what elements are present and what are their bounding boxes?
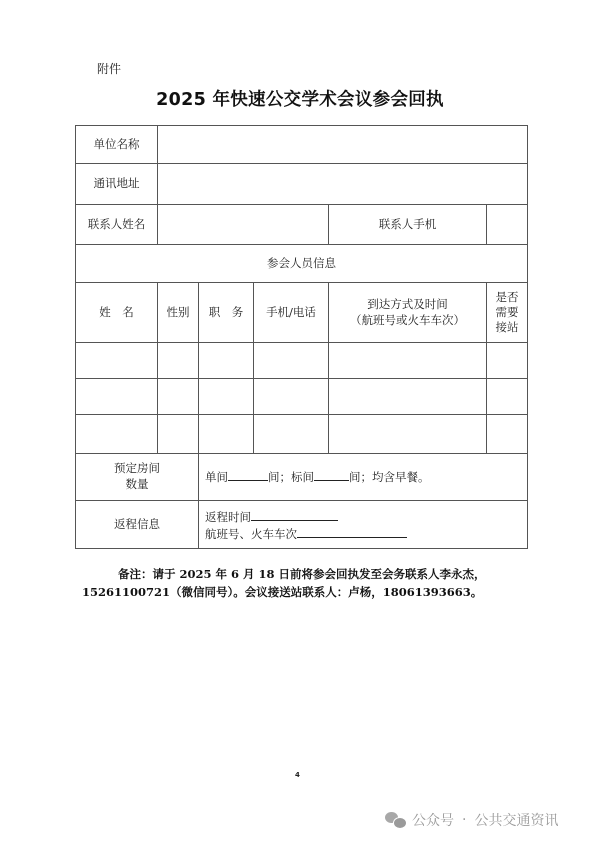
contact-name-label: 联系人姓名: [76, 205, 158, 245]
watermark: [385, 810, 558, 830]
attendee-name-cell[interactable]: [76, 415, 158, 454]
attendee-section-label: 参会人员信息: [76, 245, 528, 283]
attendee-row: [76, 415, 528, 454]
page-number: 4: [295, 771, 300, 779]
page-title: 2025 年快速公交学术会议参会回执: [156, 90, 444, 110]
unit-name-label: 单位名称: [76, 126, 158, 164]
column-header-name: 姓 名: [76, 283, 158, 343]
attendee-arrival-cell[interactable]: [329, 379, 487, 415]
watermark-name: 公共交通资讯: [474, 813, 559, 829]
attendee-gender-cell[interactable]: [158, 379, 199, 415]
column-header-pickup: [487, 283, 528, 343]
attendee-pickup-cell[interactable]: [487, 415, 528, 454]
attendee-gender-cell[interactable]: [158, 343, 199, 379]
return-row: [76, 501, 528, 549]
attachment-label: 附件: [97, 62, 122, 76]
return-flight-label: 航班号、火车车次: [205, 526, 297, 541]
wechat-icon: [385, 811, 407, 829]
room-label-line2: 数量: [125, 477, 149, 491]
address-row: [76, 164, 528, 205]
attendee-name-cell[interactable]: [76, 379, 158, 415]
attendee-row: [76, 379, 528, 415]
attendee-phone-cell[interactable]: [254, 343, 329, 379]
attendee-section-row: [76, 245, 528, 283]
room-label-line1: 预定房间: [114, 461, 160, 476]
address-field[interactable]: [158, 164, 528, 205]
room-label: [76, 454, 199, 501]
arrival-header-line1: 到达方式及时间: [367, 296, 448, 311]
return-label: 返程信息: [76, 501, 199, 549]
attendee-position-cell[interactable]: [199, 415, 254, 454]
arrival-header-line2: （航班号或火车车次）: [350, 312, 465, 327]
room-single-blank[interactable]: [228, 468, 268, 481]
room-suffix: 间；均含早餐。: [349, 470, 430, 485]
return-time-blank[interactable]: [251, 508, 338, 521]
attendee-phone-cell[interactable]: [254, 379, 329, 415]
attendee-position-cell[interactable]: [199, 343, 254, 379]
contact-phone-field[interactable]: [487, 205, 528, 245]
room-standard-blank[interactable]: [314, 468, 349, 481]
address-label: 通讯地址: [76, 164, 158, 205]
receipt-form-table: [75, 125, 528, 549]
pickup-header-text: 是否需要接站: [495, 290, 519, 334]
attendee-phone-cell[interactable]: [254, 415, 329, 454]
contact-phone-label: 联系人手机: [329, 205, 487, 245]
attendee-pickup-cell[interactable]: [487, 379, 528, 415]
return-time-label: 返程时间: [205, 509, 251, 524]
watermark-separator: ·: [462, 812, 467, 828]
unit-name-field[interactable]: [158, 126, 528, 164]
room-single-label: 单间: [205, 470, 228, 485]
attendee-gender-cell[interactable]: [158, 415, 199, 454]
contact-row: [76, 205, 528, 245]
column-header-arrival: [329, 283, 487, 343]
contact-name-field[interactable]: [158, 205, 329, 245]
attendee-header-row: [76, 283, 528, 343]
room-row: [76, 454, 528, 501]
attendee-position-cell[interactable]: [199, 379, 254, 415]
return-field: [199, 501, 528, 549]
attendee-name-cell[interactable]: [76, 343, 158, 379]
column-header-phone: 手机/电话: [254, 283, 329, 343]
column-header-position: 职 务: [199, 283, 254, 343]
attendee-arrival-cell[interactable]: [329, 415, 487, 454]
room-field: [199, 454, 528, 501]
watermark-prefix: 公众号: [412, 813, 454, 829]
room-standard-label: 间；标间: [268, 470, 314, 485]
unit-name-row: [76, 126, 528, 164]
attendee-row: [76, 343, 528, 379]
attendee-arrival-cell[interactable]: [329, 343, 487, 379]
remark-note: [82, 565, 527, 601]
attendee-pickup-cell[interactable]: [487, 343, 528, 379]
remark-line2: 15261100721（微信同号）。会议接送站联系人：卢杨，18061393663。: [82, 585, 483, 599]
remark-line1: 备注：请于 2025 年 6 月 18 日前将参会回执发至会务联系人李永杰，: [118, 567, 486, 581]
return-flight-blank[interactable]: [297, 525, 407, 538]
column-header-gender: 性别: [158, 283, 199, 343]
